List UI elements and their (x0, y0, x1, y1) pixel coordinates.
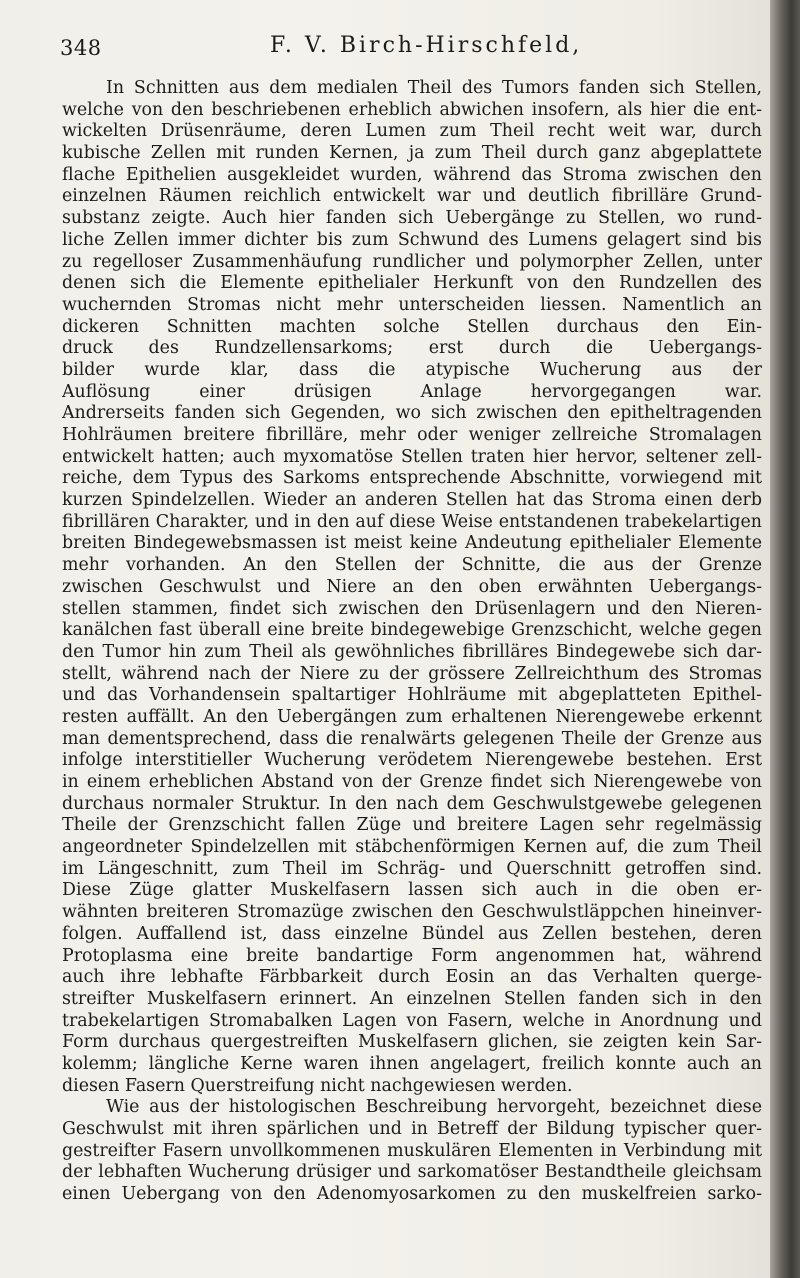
text-line: kubische Zellen mit runden Kernen, ja zum Theil durch ganz abgeplattete (62, 143, 762, 164)
text-line: flache Epithelien ausgekleidet wurden, während das Stroma zwischen den (62, 164, 762, 185)
text-line: Hohlräumen breitere fibrilläre, mehr oder weniger zellreiche Stromalagen (62, 425, 762, 445)
text-line: streifter Muskelfasern erinnert. An einzelnen Stellen fanden sich in den (62, 988, 762, 1009)
text-line: Wie aus der histologischen Beschreibung hervorgeht, bezeichnet diese (106, 1097, 762, 1118)
text-line: In Schnitten aus dem medialen Theil des Tumors fanden sich Stellen, (106, 78, 762, 98)
text-line: denen sich die Elemente epithelialer Herkunft von den Rundzellen des (62, 273, 762, 294)
text-line: im Längeschnitt, zum Theil im Schräg- und Querschnitt getroffen sind. (62, 858, 762, 879)
text-line: kolemm; längliche Kerne waren ihnen angelagert, freilich konnte auch an (62, 1053, 762, 1074)
text-line: diesen Fasern Querstreifung nicht nachgewiesen werden. (62, 1075, 573, 1096)
text-line: der lebhaften Wucherung drüsiger und sarkomatöser Bestandtheile gleichsam (62, 1162, 762, 1183)
text-line: zu regelloser Zusammenhäufung rundlicher und polymorpher Zellen, unter (62, 251, 762, 272)
text-line: welche von den beschriebenen erheblich abwichen insofern, als hier die ent- (62, 99, 762, 120)
text-line: Form durchaus quergestreiften Muskelfasern glichen, sie zeigten kein Sar- (62, 1032, 762, 1053)
text-line: Diese Züge glatter Muskelfasern lassen sich auch in die oben er- (62, 880, 762, 901)
text-line: folgen. Auffallend ist, dass einzelne Bündel aus Zellen bestehen, deren (62, 923, 762, 944)
body-text (62, 78, 762, 1206)
text-line: Andrerseits fanden sich Gegenden, wo sich zwischen den epitheltragenden (62, 403, 762, 424)
text-line: wuchernden Stromas nicht mehr unterscheiden liessen. Namentlich an (62, 294, 762, 315)
text-line: stellt, während nach der Niere zu der grössere Zellreichthum des Stromas (62, 663, 762, 684)
text-line: wähnten breiteren Stromazüge zwischen den Geschwulstläppchen hineinver- (62, 902, 762, 923)
text-line: Auflösung einer drüsigen Anlage hervorgegangen war. (62, 381, 762, 402)
text-line: infolge interstitieller Wucherung verödetem Nierengewebe bestehen. Erst (62, 750, 762, 771)
text-line: Protoplasma eine breite bandartige Form angenommen hat, während (62, 945, 762, 966)
text-line: einzelnen Räumen reichlich entwickelt war und deutlich fibrilläre Grund- (62, 186, 762, 207)
text-line: gestreifter Fasern unvollkommenen muskulären Elementen in Verbindung mit (62, 1140, 762, 1161)
text-line: druck des Rundzellensarkoms; erst durch die Uebergangs- (62, 338, 762, 359)
text-line: stellen stammen, findet sich zwischen den Drüsenlagern und den Nieren- (62, 598, 762, 619)
text-line: breiten Bindegewebsmassen ist meist keine Andeutung epithelialer Elemente (62, 533, 762, 554)
text-line: den Tumor hin zum Theil als gewöhnliches fibrilläres Bindegewebe sich dar- (62, 641, 762, 662)
text-line: substanz zeigte. Auch hier fanden sich Uebergänge zu Stellen, wo rund- (62, 208, 762, 229)
page-header (60, 30, 760, 70)
text-line: und das Vorhandensein spaltartiger Hohlräume mit abgeplatteten Epithel- (62, 685, 762, 706)
text-line: zwischen Geschwulst und Niere an den oben erwähnten Uebergangs- (62, 576, 762, 597)
text-line: liche Zellen immer dichter bis zum Schwund des Lumens gelagert sind bis (62, 229, 762, 250)
text-line: einen Uebergang von den Adenomyosarkomen zu den muskelfreien sarko- (62, 1184, 762, 1205)
text-line: kanälchen fast überall eine breite bindegewebige Grenzschicht, welche gegen (62, 620, 762, 641)
page-edge-shadow (770, 0, 800, 1278)
text-line: dickeren Schnitten machten solche Stellen durchaus den Ein- (62, 316, 762, 337)
text-line: man dementsprechend, dass die renalwärts gelegenen Theile der Grenze aus (62, 728, 762, 749)
text-line: mehr vorhanden. An den Stellen der Schnitte, die aus der Grenze (62, 555, 762, 576)
text-line: bilder wurde klar, dass die atypische Wucherung aus der (62, 359, 762, 380)
text-line: kurzen Spindelzellen. Wieder an anderen Stellen hat das Stroma einen derb (62, 490, 762, 511)
text-line: Geschwulst mit ihren spärlichen und in Betreff der Bildung typischer quer- (62, 1119, 762, 1139)
text-line: entwickelt hatten; auch myxomatöse Stellen traten hier hervor, seltener zell- (62, 446, 762, 467)
text-line: fibrillären Charakter, und in den auf diese Weise entstandenen trabekelartigen (62, 511, 762, 532)
text-line: auch ihre lebhafte Färbbarkeit durch Eosin an das Verhalten querge- (62, 967, 762, 988)
text-line: trabekelartigen Stromabalken Lagen von Fasern, welche in Anordnung und (62, 1010, 762, 1031)
text-line: durchaus normaler Struktur. In den nach dem Geschwulstgewebe gelegenen (62, 793, 762, 814)
text-line: Theile der Grenzschicht fallen Züge und breitere Lagen sehr regelmässig (62, 815, 762, 836)
running-head: F. V. Birch-Hirschfeld, (270, 33, 583, 58)
page-number: 348 (60, 36, 102, 60)
text-line: wickelten Drüsenräume, deren Lumen zum Theil recht weit war, durch (62, 121, 762, 142)
text-line: in einem erheblichen Abstand von der Grenze findet sich Nierengewebe von (62, 772, 762, 792)
text-line: angeordneter Spindelzellen mit stäbchenförmigen Kernen auf, die zum Theil (62, 837, 762, 858)
text-line: reiche, dem Typus des Sarkoms entsprechende Abschnitte, vorwiegend mit (62, 468, 762, 489)
text-line: resten auffällt. An den Uebergängen zum erhaltenen Nierengewebe erkennt (62, 706, 762, 727)
